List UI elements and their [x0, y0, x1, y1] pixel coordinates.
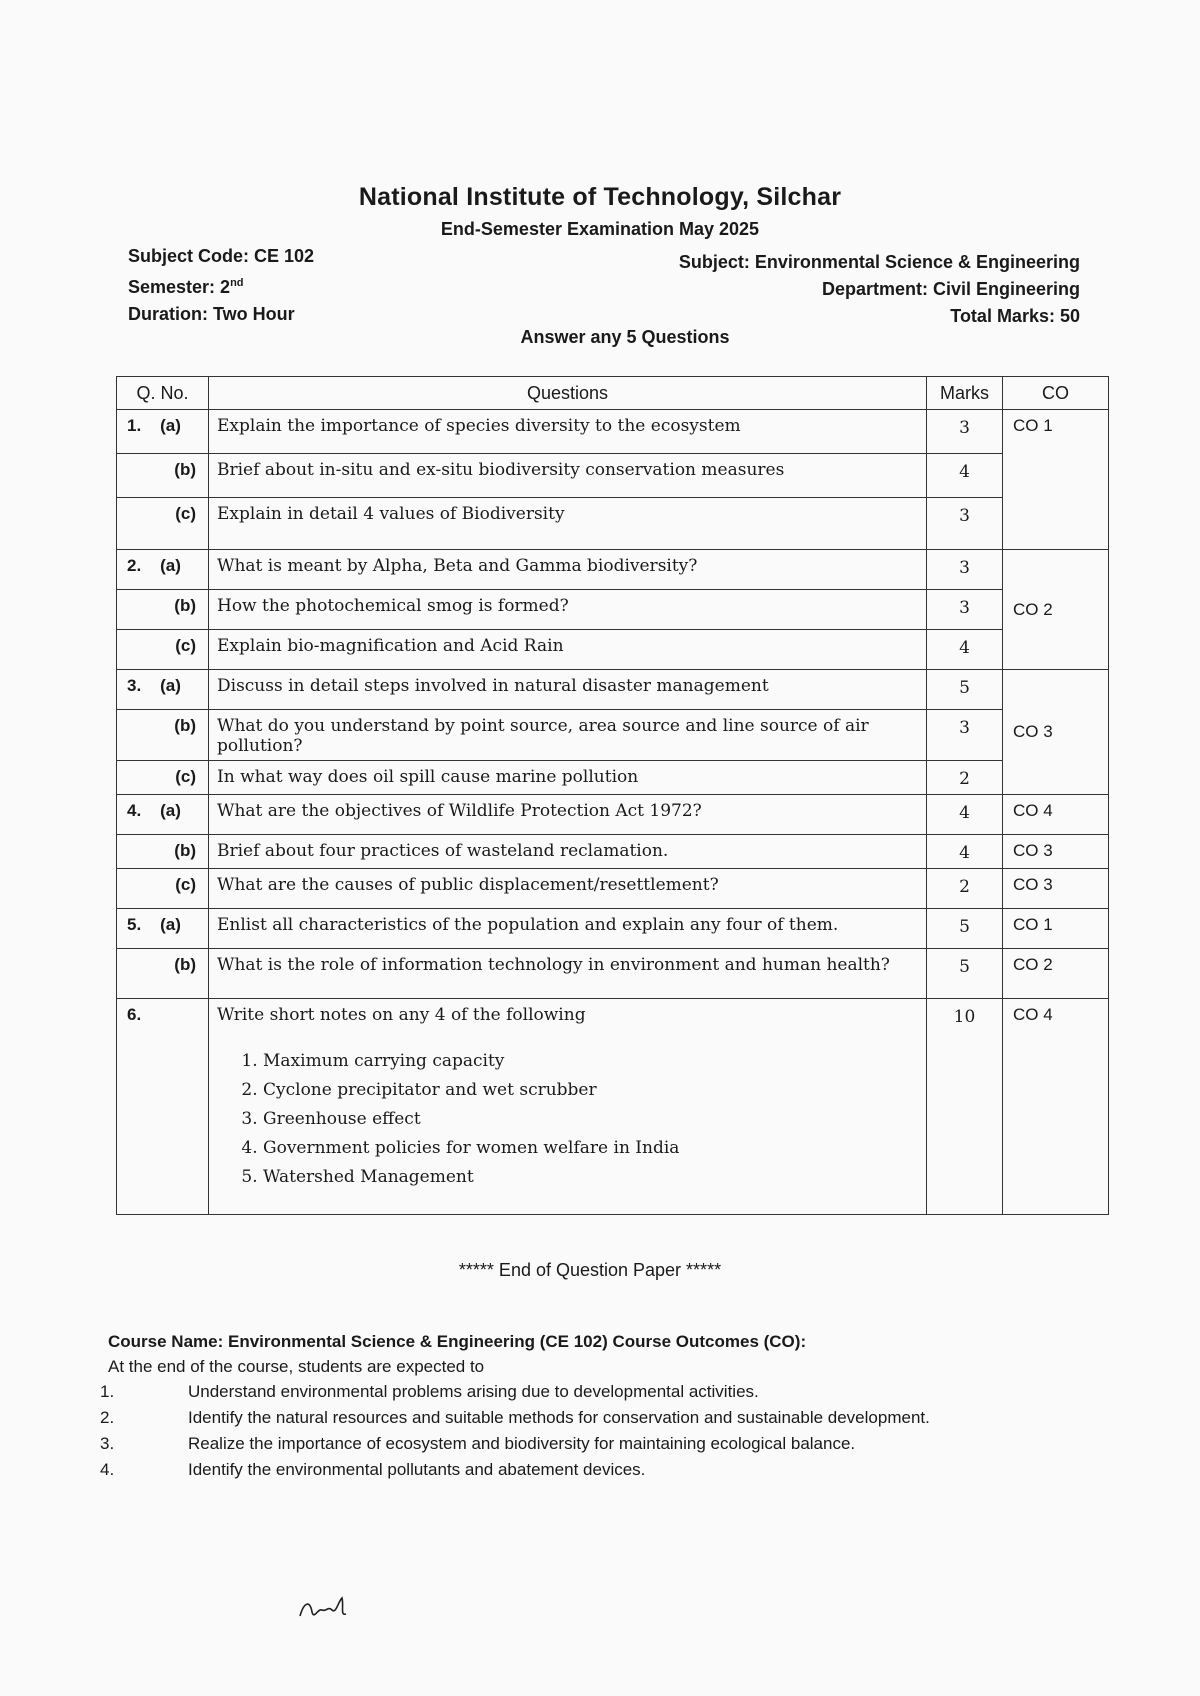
qno-cell: 2. (a)	[117, 550, 209, 590]
co-cell: CO 3	[1003, 670, 1109, 795]
question-text: What are the objectives of Wildlife Protection Act 1972?	[209, 795, 927, 835]
marks-cell: 4	[927, 835, 1003, 869]
list-item: 5. Watershed Management	[263, 1163, 918, 1192]
question-text: Brief about in-situ and ex-situ biodiversity conservation measures	[209, 454, 927, 498]
marks-cell: 3	[927, 710, 1003, 761]
table-row	[117, 909, 1109, 949]
instruction: Answer any 5 Questions	[520, 327, 730, 347]
header-marks: Marks	[927, 377, 1003, 410]
department: Department: Civil Engineering	[821, 279, 1080, 299]
outcome-number: 4.	[100, 1460, 115, 1479]
question-text: What do you understand by point source, area source and line source of air pollution?	[209, 710, 927, 761]
qno-cell: 6.	[117, 999, 209, 1215]
qno-cell: (c)	[117, 869, 209, 909]
signature-scribble	[296, 1588, 356, 1628]
marks-cell: 5	[927, 949, 1003, 999]
qno-cell: (b)	[117, 710, 209, 761]
marks-cell: 2	[927, 869, 1003, 909]
table-row	[117, 670, 1109, 710]
header-qno: Q. No.	[117, 377, 209, 410]
qno-cell: 1. (a)	[117, 410, 209, 454]
qno-cell: 4. (a)	[117, 795, 209, 835]
marks-cell: 2	[927, 761, 1003, 795]
table-row	[117, 999, 1109, 1215]
qno-cell: (b)	[117, 949, 209, 999]
qno-cell: (c)	[117, 761, 209, 795]
co-cell: CO 3	[1003, 869, 1109, 909]
marks-cell: 4	[927, 454, 1003, 498]
outcome-number: 3.	[100, 1434, 115, 1453]
question-text: Explain the importance of species diversity to the ecosystem	[209, 410, 927, 454]
qno-cell: (c)	[117, 498, 209, 550]
qno-cell: (c)	[117, 630, 209, 670]
co-cell: CO 1	[1003, 909, 1109, 949]
header-co: CO	[1003, 377, 1109, 410]
table-row	[117, 498, 1109, 550]
outcome-number: 2.	[100, 1408, 115, 1427]
table-row	[117, 795, 1109, 835]
header-questions: Questions	[209, 377, 927, 410]
question-text: Brief about four practices of wasteland reclamation.	[209, 835, 927, 869]
table-row	[117, 550, 1109, 590]
total-marks: Total Marks: 50	[950, 306, 1080, 326]
co-cell: CO 3	[1003, 835, 1109, 869]
question-text: How the photochemical smog is formed?	[209, 590, 927, 630]
table-row	[117, 590, 1109, 630]
institute-title: National Institute of Technology, Silchar	[358, 183, 842, 211]
table-header-row	[117, 377, 1109, 410]
short-notes-list	[243, 1047, 918, 1192]
marks-cell: 10	[927, 999, 1003, 1215]
list-item: 4. Government policies for women welfare in India	[263, 1134, 918, 1163]
table-row	[117, 761, 1109, 795]
qno-cell: (b)	[117, 590, 209, 630]
marks-cell: 3	[927, 550, 1003, 590]
q6-text: Write short notes on any 4 of the following	[217, 1005, 586, 1025]
list-item: 1. Maximum carrying capacity	[263, 1047, 918, 1076]
question-text: Discuss in detail steps involved in natural disaster management	[209, 670, 927, 710]
marks-cell: 3	[927, 590, 1003, 630]
exam-title: End-Semester Examination May 2025	[440, 219, 760, 239]
outcome-number: 1.	[100, 1382, 115, 1401]
list-item: 3. Greenhouse effect	[263, 1105, 918, 1134]
co-cell: CO 4	[1003, 999, 1109, 1215]
co-cell: CO 4	[1003, 795, 1109, 835]
marks-cell: 3	[927, 498, 1003, 550]
table-row	[117, 454, 1109, 498]
qno-cell: 5. (a)	[117, 909, 209, 949]
question-text: Explain in detail 4 values of Biodiversity	[209, 498, 927, 550]
table-row	[117, 410, 1109, 454]
qno-cell: (b)	[117, 454, 209, 498]
question-table	[116, 376, 1109, 1215]
question-text	[209, 999, 927, 1215]
marks-cell: 3	[927, 410, 1003, 454]
question-text: What is the role of information technology in environment and human health?	[209, 949, 927, 999]
question-text: Explain bio-magnification and Acid Rain	[209, 630, 927, 670]
table-row	[117, 949, 1109, 999]
qno-cell: 3. (a)	[117, 670, 209, 710]
marks-cell: 4	[927, 795, 1003, 835]
table-row	[117, 710, 1109, 761]
qno-cell: (b)	[117, 835, 209, 869]
table-row	[117, 869, 1109, 909]
co-cell: CO 1	[1003, 410, 1109, 550]
question-text: What are the causes of public displacement/resettlement?	[209, 869, 927, 909]
co-cell: CO 2	[1003, 550, 1109, 670]
outcome-text: Understand environmental problems arising due to developmental activities.	[188, 1382, 759, 1401]
question-text: In what way does oil spill cause marine pollution	[209, 761, 927, 795]
right-meta	[679, 249, 1080, 330]
course-heading: Course Name: Environmental Science & Engineering (CE 102) Course Outcomes (CO):	[108, 1332, 807, 1351]
co-cell: CO 2	[1003, 949, 1109, 999]
marks-cell: 4	[927, 630, 1003, 670]
outcome-text: Identify the natural resources and suitable methods for conservation and sustainable development.	[188, 1408, 930, 1427]
table-row	[117, 630, 1109, 670]
table-row	[117, 835, 1109, 869]
subject-code: Subject Code: CE 102	[128, 246, 315, 266]
question-text: What is meant by Alpha, Beta and Gamma biodiversity?	[209, 550, 927, 590]
marks-cell: 5	[927, 670, 1003, 710]
marks-cell: 5	[927, 909, 1003, 949]
course-intro: At the end of the course, students are expected to	[108, 1357, 485, 1376]
subject-name: Subject: Environmental Science & Engineering	[678, 252, 1080, 272]
duration: Duration: Two Hour	[128, 304, 295, 324]
outcome-text: Identify the environmental pollutants and abatement devices.	[188, 1460, 646, 1479]
question-text: Enlist all characteristics of the population and explain any four of them.	[209, 909, 927, 949]
list-item: 2. Cyclone precipitator and wet scrubber	[263, 1076, 918, 1105]
end-of-paper: ***** End of Question Paper *****	[458, 1260, 722, 1280]
semester: Semester: 2nd	[128, 277, 244, 297]
outcome-text: Realize the importance of ecosystem and biodiversity for maintaining ecological balance.	[188, 1434, 856, 1453]
left-meta	[128, 243, 314, 328]
